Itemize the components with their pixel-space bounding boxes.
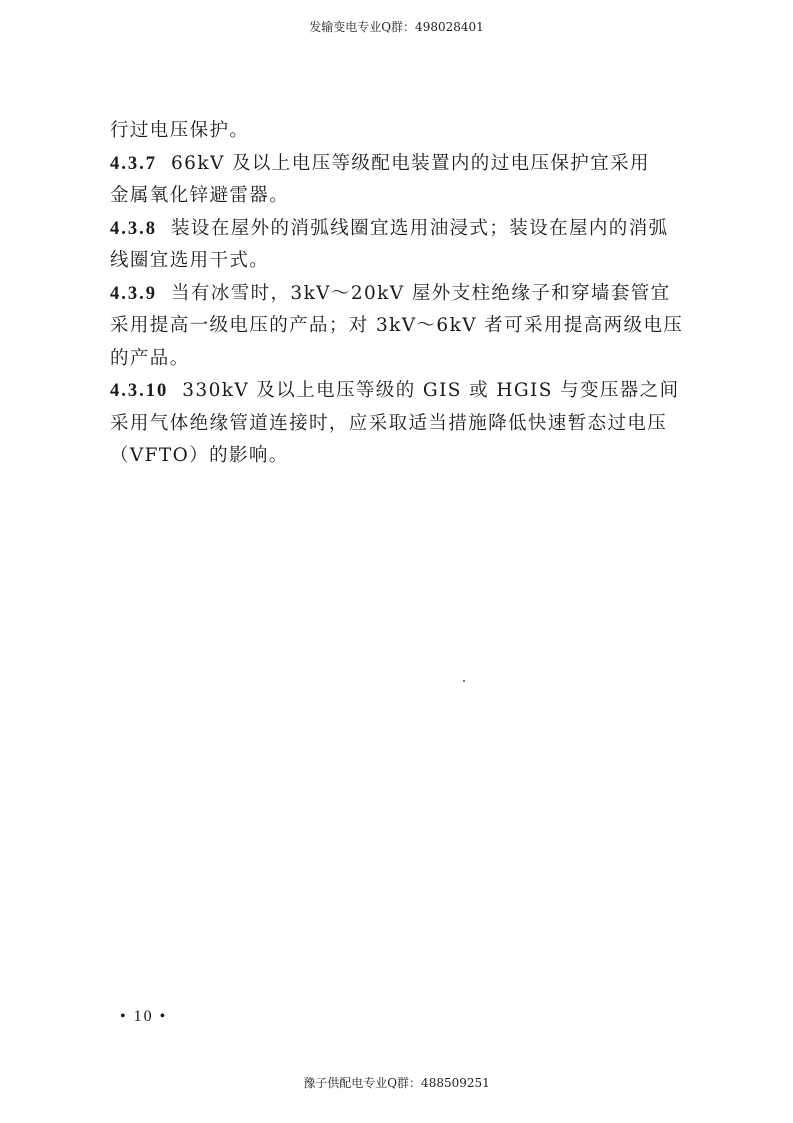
scan-speck bbox=[463, 680, 465, 682]
clause-number: 4.3.10 bbox=[110, 381, 169, 401]
clause-number: 4.3.7 bbox=[110, 153, 157, 174]
text-line bbox=[110, 310, 690, 343]
line-text: 当有冰雪时，3kV～20kV 屋外支柱绝缘子和穿墙套管宜 bbox=[171, 282, 671, 304]
text-line bbox=[110, 343, 690, 376]
text-line bbox=[110, 408, 690, 441]
page-number: • 10 • bbox=[120, 1008, 168, 1025]
line-text: 金属氧化锌避雷器。 bbox=[110, 185, 290, 206]
text-line bbox=[110, 440, 690, 473]
line-text: （VFTO）的影响。 bbox=[110, 445, 289, 466]
line-text: 采用提高一级电压的产品；对 3kV～6kV 者可采用提高两级电压 bbox=[110, 315, 684, 336]
line-text: 线圈宜选用干式。 bbox=[110, 250, 270, 271]
clause-number: 4.3.9 bbox=[110, 283, 157, 304]
text-line bbox=[110, 180, 690, 213]
line-text: 330kV 及以上电压等级的 GIS 或 HGIS 与变压器之间 bbox=[182, 380, 680, 401]
line-text: 行过电压保护。 bbox=[110, 120, 250, 141]
clause-number: 4.3.8 bbox=[110, 218, 157, 239]
text-line bbox=[110, 375, 690, 408]
body-text bbox=[110, 115, 690, 473]
header-note: 发输变电专业Q群：498028401 bbox=[309, 20, 484, 34]
line-text: 采用气体绝缘管道连接时，应采取适当措施降低快速暂态过电压 bbox=[110, 412, 668, 434]
line-text: 装设在屋外的消弧线圈宜选用油浸式；装设在屋内的消弧 bbox=[171, 217, 669, 239]
text-line bbox=[110, 213, 690, 246]
text-line bbox=[110, 245, 690, 278]
text-line bbox=[110, 278, 690, 311]
line-text: 66kV 及以上电压等级配电装置内的过电压保护宜采用 bbox=[171, 152, 650, 174]
footer-note: 豫子供配电专业Q群：488509251 bbox=[303, 1076, 490, 1090]
text-line bbox=[110, 148, 690, 181]
line-text: 的产品。 bbox=[110, 347, 190, 369]
text-line bbox=[110, 115, 690, 148]
